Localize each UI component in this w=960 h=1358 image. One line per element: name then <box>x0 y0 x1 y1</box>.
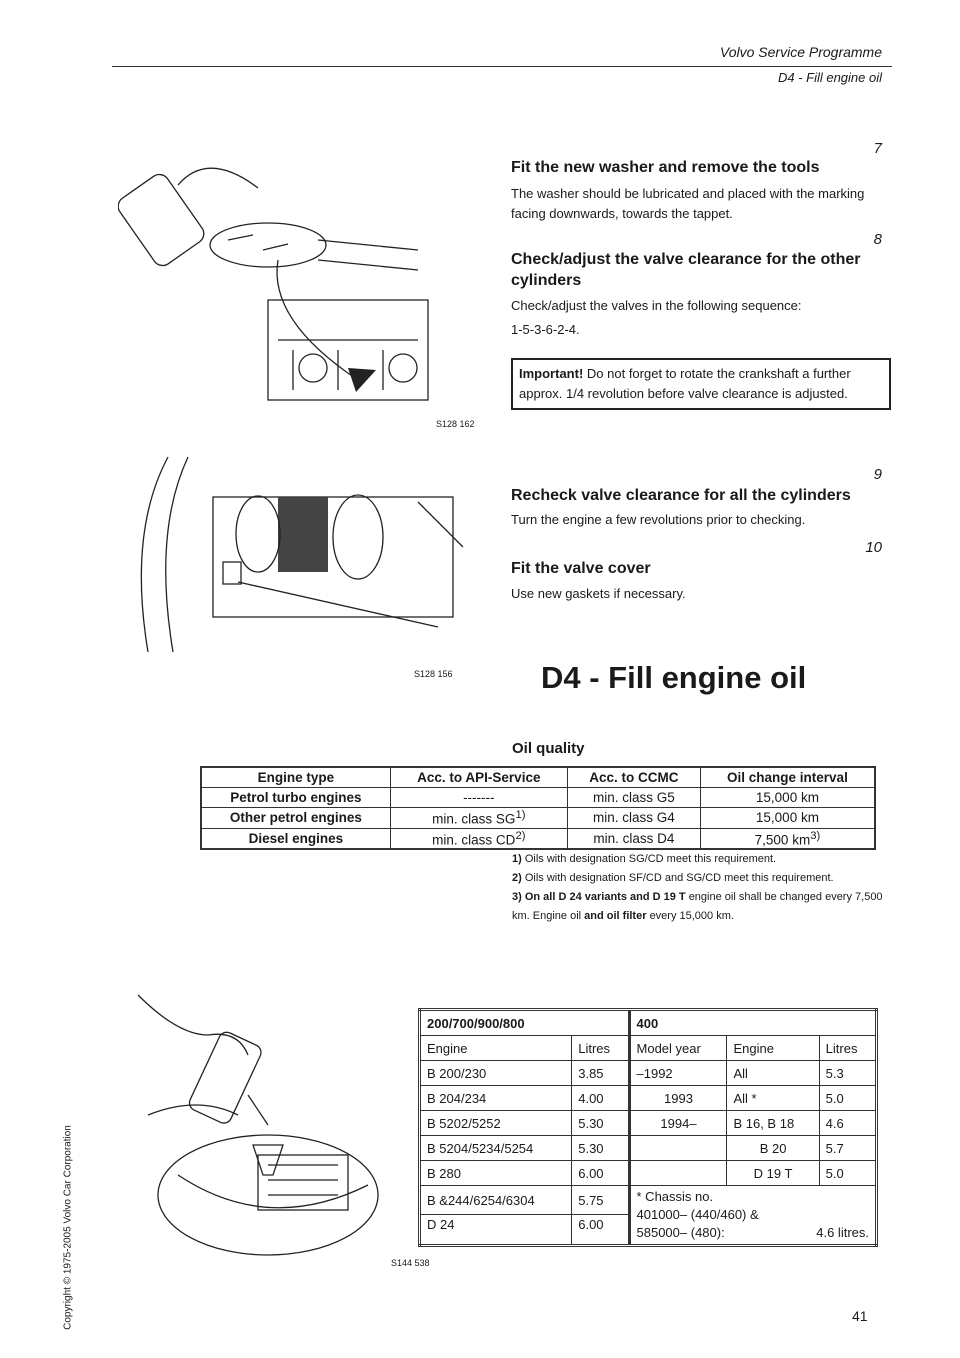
table-row <box>420 1061 877 1086</box>
col-api: Acc. to API-Service <box>390 767 567 788</box>
table-header-row <box>420 1036 877 1061</box>
footnote-3: 3) On all D 24 variants and D 19 T engine oil shall be changed every 7,500 km. Engine oil and oil filter every 15,000 km. <box>512 891 883 922</box>
col-engine-type: Engine type <box>201 767 390 788</box>
cell-api: min. class SG$^{1)}$ <box>390 808 567 829</box>
oil-quality-table <box>200 766 876 850</box>
cell-engine: B 280 <box>420 1161 572 1186</box>
step-10-number: 10 <box>865 539 882 556</box>
cell-engine: B 204/234 <box>420 1086 572 1111</box>
cell-interval: 15,000 km <box>700 788 875 808</box>
col-engine: Engine <box>420 1036 572 1061</box>
col-litres: Litres <box>572 1036 629 1061</box>
cell-year <box>629 1161 727 1186</box>
step-8-text: Check/adjust the valves in the following sequence: <box>511 298 802 313</box>
cell-engine: B 5204/5234/5254 <box>420 1136 572 1161</box>
cell-api: ------- <box>390 788 567 808</box>
cell-year: 1993 <box>629 1086 727 1111</box>
table-row <box>420 1136 877 1161</box>
cell-litres-400: 5.7 <box>819 1136 876 1161</box>
step-8-number: 8 <box>873 231 882 248</box>
table-row <box>201 788 875 808</box>
cell-engine-400: All <box>727 1061 819 1086</box>
oil-quality-heading: Oil quality <box>512 740 585 757</box>
cell-engine-400: D 19 T <box>727 1161 819 1186</box>
table-row <box>201 828 875 849</box>
section-title: D4 - Fill engine oil <box>541 660 807 695</box>
illustration-oil-can <box>118 140 478 430</box>
important-note <box>511 358 891 410</box>
header-subtitle: D4 - Fill engine oil <box>777 70 882 85</box>
cell-ccmc: min. class G4 <box>567 808 700 829</box>
col-interval: Oil change interval <box>700 767 875 788</box>
illustration-oil-filling <box>118 975 408 1265</box>
cell-interval: 15,000 km <box>700 808 875 829</box>
cell-engine: D 24 <box>420 1215 572 1246</box>
cell-engine: B 200/230 <box>420 1061 572 1086</box>
cell-litres: 6.00 <box>572 1215 629 1246</box>
step-7-number: 7 <box>873 140 882 157</box>
page-number: 41 <box>852 1308 868 1324</box>
figure-1-caption: S128 162 <box>436 419 475 429</box>
footnote-1: 1) Oils with designation SG/CD meet this requirement. <box>512 853 777 865</box>
cell-litres-400: 4.6 <box>819 1111 876 1136</box>
cell-year: –1992 <box>629 1061 727 1086</box>
footnotes <box>512 850 884 926</box>
table-row <box>420 1186 877 1215</box>
group-header-row <box>420 1010 877 1036</box>
step-8-heading: Check/adjust the valve clearance for the other cylinders <box>511 251 861 289</box>
group-right: 400 <box>629 1010 876 1036</box>
figure-3-caption: S144 538 <box>391 1258 430 1268</box>
cell-litres: 5.30 <box>572 1111 629 1136</box>
cell-engine-400: B 20 <box>727 1136 819 1161</box>
table-row <box>201 808 875 829</box>
footnote-2: 2) Oils with designation SF/CD and SG/CD meet this requirement. <box>512 872 834 884</box>
header-rule <box>112 66 892 67</box>
cell-year: 1994– <box>629 1111 727 1136</box>
cell-engine: Diesel engines <box>201 828 390 849</box>
col-model-year: Model year <box>629 1036 727 1061</box>
table-row <box>420 1111 877 1136</box>
cell-engine-400: All * <box>727 1086 819 1111</box>
important-label: Important! <box>519 366 584 381</box>
cell-engine: B 5202/5252 <box>420 1111 572 1136</box>
step-10-text: Use new gaskets if necessary. <box>511 586 686 601</box>
step-9-number: 9 <box>873 466 882 483</box>
group-left: 200/700/900/800 <box>420 1010 630 1036</box>
step-8-sequence: 1-5-3-6-2-4. <box>511 322 580 337</box>
figure-2-caption: S128 156 <box>414 669 453 679</box>
step-7-heading: Fit the new washer and remove the tools <box>511 159 820 176</box>
header-title: Volvo Service Programme <box>719 44 882 60</box>
col-ccmc: Acc. to CCMC <box>567 767 700 788</box>
table-row <box>420 1161 877 1186</box>
table-header-row <box>201 767 875 788</box>
cell-interval: 7,500 $km^{3)}$ <box>700 828 875 849</box>
cell-api: min. class CD$^{2)}$ <box>390 828 567 849</box>
step-10-heading: Fit the valve cover <box>511 560 651 577</box>
cell-year <box>629 1136 727 1161</box>
oil-volume-table <box>418 1008 878 1247</box>
col-litres-400: Litres <box>819 1036 876 1061</box>
cell-ccmc: min. class D4 <box>567 828 700 849</box>
cell-engine: Other petrol engines <box>201 808 390 829</box>
step-9-text: Turn the engine a few revolutions prior to checking. <box>511 512 806 527</box>
cell-ccmc: min. class G5 <box>567 788 700 808</box>
cell-engine: Petrol turbo engines <box>201 788 390 808</box>
important-text: Do not forget to rotate the crankshaft a further approx. 1/4 revolution before valve clearance is adjusted. <box>519 366 851 401</box>
col-engine-400: Engine <box>727 1036 819 1061</box>
cell-litres: 3.85 <box>572 1061 629 1086</box>
step-9-heading: Recheck valve clearance for all the cylinders <box>511 487 851 504</box>
cell-engine-400: B 16, B 18 <box>727 1111 819 1136</box>
cell-litres: 4.00 <box>572 1086 629 1111</box>
chassis-note: * Chassis no. 401000– (440/460) & 585000– (480): 4.6 litres. <box>629 1186 876 1246</box>
cell-litres-400: 5.0 <box>819 1086 876 1111</box>
cell-litres: 6.00 <box>572 1161 629 1186</box>
cell-litres: 5.30 <box>572 1136 629 1161</box>
cell-litres-400: 5.3 <box>819 1061 876 1086</box>
step-7-text: The washer should be lubricated and placed with the marking facing downwards, towards the tappet. <box>511 186 865 221</box>
cell-engine: B &244/6254/6304 <box>420 1186 572 1215</box>
table-row <box>420 1086 877 1111</box>
copyright-notice: Copyright © 1975-2005 Volvo Car Corporation <box>62 1125 74 1330</box>
illustration-camshaft-tool <box>118 452 478 652</box>
cell-litres: 5.75 <box>572 1186 629 1215</box>
cell-litres-400: 5.0 <box>819 1161 876 1186</box>
